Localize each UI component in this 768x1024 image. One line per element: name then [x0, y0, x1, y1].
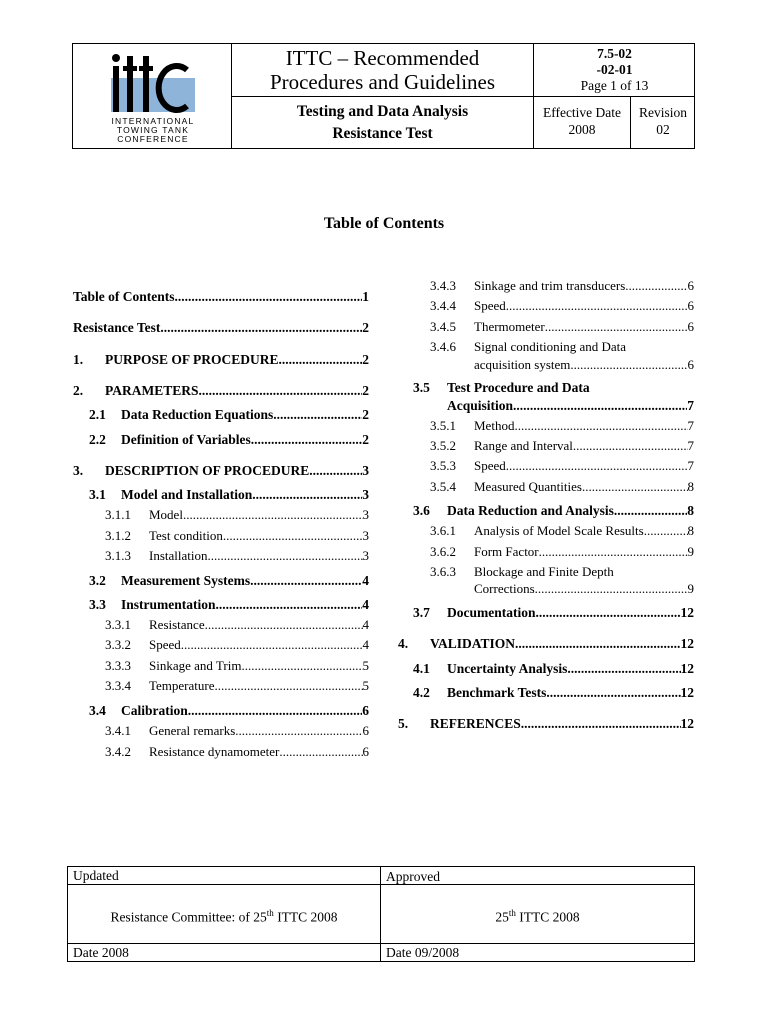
toc-entry[interactable]: 3.1.3 Installation ..... 3 — [105, 547, 369, 565]
toc-entry[interactable]: 3.3.3 Sinkage and Trim ..... 5 — [105, 657, 369, 675]
toc-entry[interactable]: 3.4.1 General remarks ..... 6 — [105, 722, 369, 740]
toc-entry[interactable]: 3.5 Test Procedure and Data — [413, 380, 590, 395]
toc-entry[interactable]: 2.1 Data Reduction Equations ..... 2 — [89, 406, 369, 424]
toc-entry[interactable]: 4.2 Benchmark Tests ..... 12 — [413, 684, 694, 702]
toc-entry[interactable]: 3.5.1 Method ..... 7 — [430, 417, 694, 435]
toc-entry[interactable]: 3.7 Documentation ..... 12 — [413, 604, 694, 622]
toc-entry[interactable]: 3.6.1 Analysis of Model Scale Results ..... 8 — [430, 522, 694, 540]
toc-entry[interactable]: 3.1 Model and Installation ..... 3 — [89, 486, 369, 504]
toc-entry-continued[interactable]: acquisition system ..... 6 — [430, 356, 694, 374]
toc-entry[interactable]: Resistance Test ..... 2 — [73, 319, 369, 337]
toc-entry[interactable]: Table of Contents ..... 1 — [73, 288, 369, 306]
toc-entry[interactable]: 3.5.3 Speed ..... 7 — [430, 457, 694, 475]
updated-by: Resistance Committee: of 25th ITTC 2008 — [110, 908, 338, 925]
toc-entry[interactable]: 3.1.1 Model ..... 3 — [105, 506, 369, 524]
document-number: 7.5-02 -02-01 Page 1 of 13 — [534, 44, 695, 96]
toc-entry[interactable]: 3.5.2 Range and Interval ..... 7 — [430, 437, 694, 455]
page-info: Page 1 of 13 — [580, 78, 649, 93]
approved-by: 25th ITTC 2008 — [495, 908, 580, 925]
toc-entry[interactable]: 2.2 Definition of Variables ..... 2 — [89, 431, 369, 449]
toc-entry-continued[interactable]: Corrections ..... 9 — [430, 580, 694, 598]
svg-text:TOWING TANK: TOWING TANK — [116, 125, 190, 135]
toc-entry[interactable]: 3.3.2 Speed ..... 4 — [105, 636, 369, 654]
ittc-logo-icon — [83, 48, 223, 144]
toc-entry[interactable]: 3.5.4 Measured Quantities ..... 8 — [430, 478, 694, 496]
toc-entry[interactable]: 4. VALIDATION ..... 12 — [398, 635, 694, 653]
approved-label: Approved — [386, 869, 440, 884]
toc-entry[interactable]: 2. PARAMETERS ..... 2 — [73, 382, 369, 400]
toc-entry[interactable]: 3.4.3 Sinkage and trim transducers ..... 6 — [430, 277, 694, 295]
document-title: ITTC – Recommended Procedures and Guidelines — [269, 46, 496, 94]
toc-entry[interactable]: 3.1.2 Test condition ..... 3 — [105, 527, 369, 545]
toc-entry[interactable]: 3.6.2 Form Factor ..... 9 — [430, 543, 694, 561]
toc-entry[interactable]: 1. PURPOSE OF PROCEDURE ..... 2 — [73, 351, 369, 369]
toc-entry[interactable]: 3.4.6 Signal conditioning and Data — [430, 339, 627, 354]
toc-entry[interactable]: 3. DESCRIPTION OF PROCEDURE ..... 3 — [73, 462, 369, 480]
date-updated: Date 2008 — [73, 945, 129, 960]
toc-entry[interactable]: 4.1 Uncertainty Analysis ..... 12 — [413, 660, 694, 678]
svg-text:CONFERENCE: CONFERENCE — [117, 134, 189, 144]
toc-entry[interactable]: 5. REFERENCES ..... 12 — [398, 715, 694, 733]
toc-entry[interactable]: 3.3.4 Temperature ..... 5 — [105, 677, 369, 695]
toc-entry-continued[interactable]: Acquisition ..... 7 — [413, 397, 694, 415]
toc-entry[interactable]: 3.4.5 Thermometer ..... 6 — [430, 318, 694, 336]
toc-entry[interactable]: 3.6 Data Reduction and Analysis ..... 8 — [413, 502, 694, 520]
toc-entry[interactable]: 3.4.2 Resistance dynamometer ..... 6 — [105, 743, 369, 761]
toc-entry[interactable]: 3.4.4 Speed ..... 6 — [430, 297, 694, 315]
toc-entry[interactable]: 3.6.3 Blockage and Finite Depth — [430, 564, 614, 579]
toc-entry[interactable]: 3.3.1 Resistance ..... 4 — [105, 616, 369, 634]
ittc-logo — [83, 48, 223, 144]
date-approved: Date 09/2008 — [386, 945, 460, 960]
toc-entry[interactable]: 3.3 Instrumentation ..... 4 — [89, 596, 369, 614]
effective-date: Effective Date 2008 — [542, 105, 622, 137]
toc-heading: Table of Contents — [323, 215, 445, 232]
toc-entry[interactable]: 3.4 Calibration ..... 6 — [89, 702, 369, 720]
updated-label: Updated — [73, 868, 119, 883]
approval-table — [67, 866, 695, 962]
revision: Revision 02 — [638, 105, 687, 137]
toc-entry[interactable]: 3.2 Measurement Systems ..... 4 — [89, 572, 369, 590]
document-subtitle: Testing and Data Analysis Resistance Test — [296, 103, 469, 142]
document-header — [72, 43, 695, 149]
svg-text:INTERNATIONAL: INTERNATIONAL — [111, 116, 195, 126]
